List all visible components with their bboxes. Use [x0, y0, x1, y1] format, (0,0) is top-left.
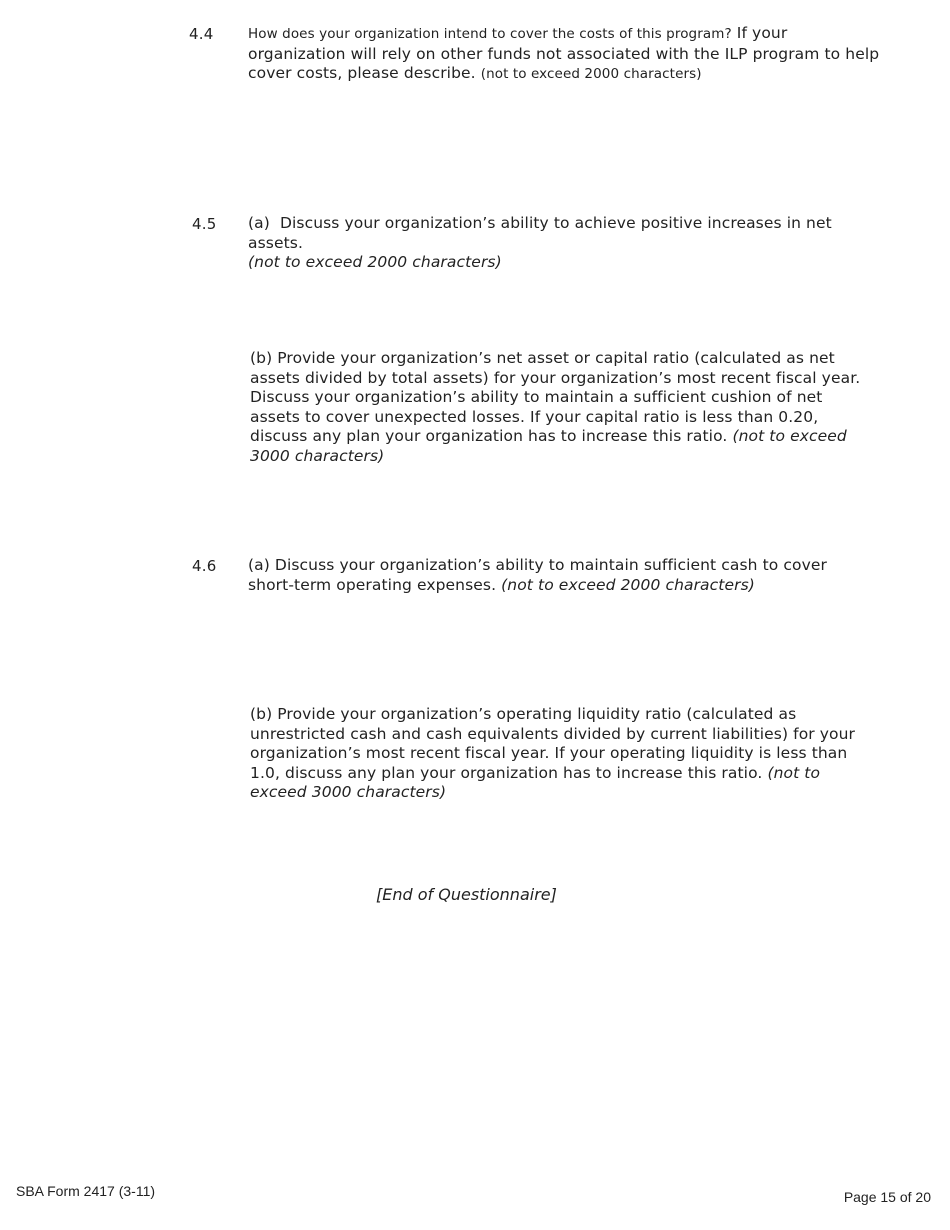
question-4-4-lead: How does your organization intend to cover the costs of this program?	[248, 26, 732, 42]
question-4-5b-limit: (not to exceed 3000 characters)	[250, 427, 847, 465]
question-4-4-body: If your organization will rely on other funds not associated with the ILP program to help cover costs, please describe.	[248, 24, 880, 83]
end-of-questionnaire: [End of Questionnaire]	[376, 885, 557, 904]
question-4-4-text	[248, 24, 888, 85]
question-4-6b-text	[250, 705, 875, 803]
question-4-6b-limit: (not to exceed 3000 characters)	[250, 763, 821, 802]
question-number-4-4: 4.4	[189, 25, 214, 43]
question-4-5a-label: (a)	[248, 214, 270, 232]
question-4-5a-text	[248, 214, 888, 273]
question-4-6a-text	[248, 556, 858, 595]
page-number: Page 15 of 20	[843, 1189, 931, 1205]
question-number-4-6: 4.6	[192, 557, 217, 575]
question-4-5b-body: (b) Provide your organization’s net asset or capital ratio (calculated as net assets divided by total assets) for your organization’s most recent fiscal year. Discuss your organization’s ability to maintain a sufficient cushion of net assets to cover unexpected losses. If your capital ratio is less than 0.20, discuss any plan your organization has to increase this ratio.	[250, 349, 861, 446]
question-4-4-limit: (not to exceed 2000 characters)	[480, 66, 702, 83]
question-4-6a-limit: (not to exceed 2000 characters)	[501, 575, 755, 594]
question-4-5b-text	[250, 349, 868, 467]
question-4-5a-body: Discuss your organization’s ability to achieve positive increases in net assets.	[248, 214, 832, 252]
question-4-6b-body: (b) Provide your organization’s operating liquidity ratio (calculated as unrestricted cash and cash equivalents divided by current liabilities) for your organization’s most recent fiscal year. If your operating liquidity is less than 1.0, discuss any plan your organization has to increase this ratio.	[250, 705, 856, 782]
question-4-6a-body: (a) Discuss your organization’s ability to maintain sufficient cash to cover short-term operating expenses.	[248, 556, 827, 594]
form-id: SBA Form 2417 (3-11)	[16, 1183, 156, 1199]
question-number-4-5: 4.5	[192, 215, 217, 233]
question-4-5a-limit: (not to exceed 2000 characters)	[248, 253, 502, 272]
